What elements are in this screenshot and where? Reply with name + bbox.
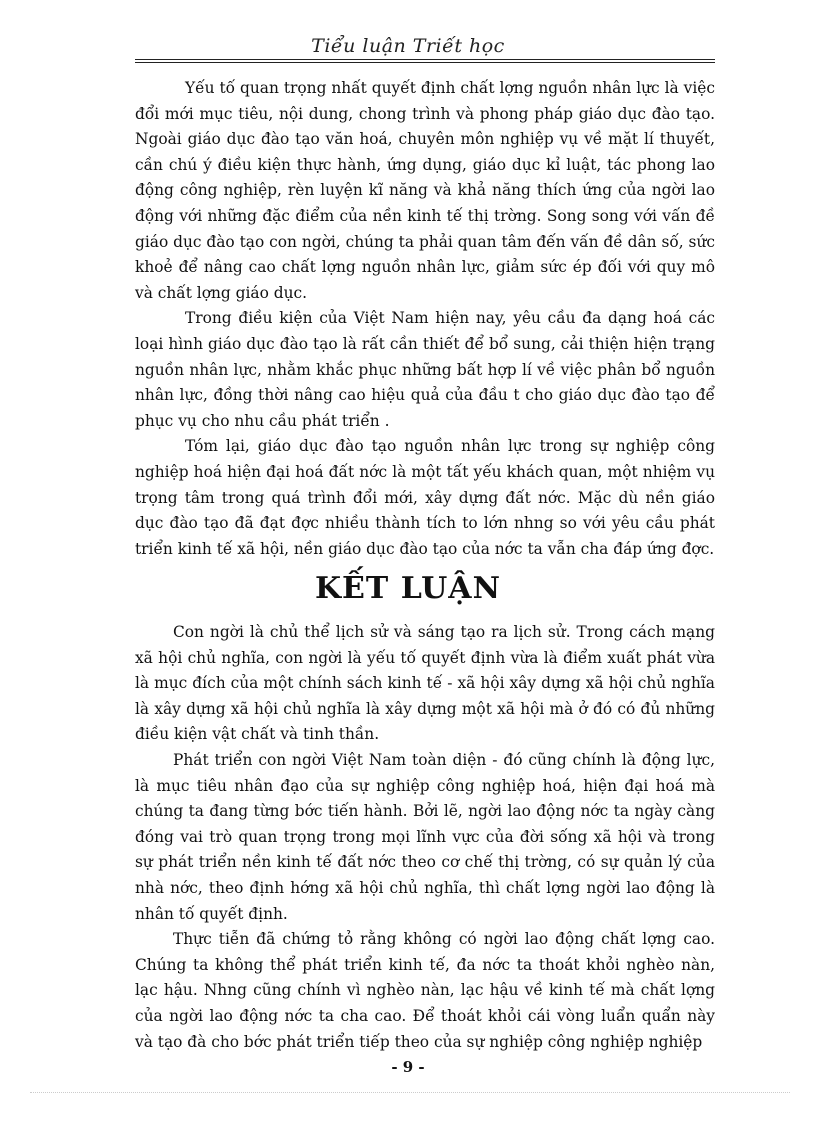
page-header-title: Tiểu luận Triết học (311, 35, 505, 57)
page-number: - 9 - (391, 1058, 425, 1076)
section-heading: KẾT LUẬN (314, 571, 502, 606)
body-section-2 (135, 620, 715, 1055)
footer-divider (30, 1092, 790, 1093)
paragraph: Tóm lại, giáo dục đào tạo nguồn nhân lực trong sự nghiệp công nghiệp hoá hiện đại hoá đất nớc là một tất yếu khách quan, một nhiệm vụ trọng tâm trong quá trình đổi mới, xây dựng đất nớc. Mặc dù nền giáo dục đào tạo đã đạt đợc nhiều thành tích to lớn nhng so với yêu cầu phát triển kinh tế xã hội, nền giáo dục đào tạo của nớc ta vẫn cha đáp ứng đợc. (135, 437, 715, 558)
paragraph: Con ngời là chủ thể lịch sử và sáng tạo ra lịch sử. Trong cách mạng xã hội chủ nghĩa, con ngời là yếu tố quyết định vừa là điểm xuất phát vừa là mục đích của một chính sách kinh tế - xã hội xây dựng xã hội chủ nghĩa là xây dựng xã hội chủ nghĩa là xây dựng một xã hội mà ở đó có đủ những điều kiện vật chất và tinh thần. (135, 623, 715, 744)
header-rule-top (135, 59, 715, 60)
paragraph: Yếu tố quan trọng nhất quyết định chất lợng nguồn nhân lực là việc đổi mới mục tiêu, nội dung, chong trình và phong pháp giáo dục đào tạo. Ngoài giáo dục đào tạo văn hoá, chuyên môn nghiệp vụ về mặt lí thuyết, cần chú ý điều kiện thực hành, ứng dụng, giáo dục kỉ luật, tác phong lao động công nghiệp, rèn luyện kĩ năng và khả năng thích ứng của ngời lao động với những đặc điểm của nền kinh tế thị trờng. Song song với vấn đề giáo dục đào tạo con ngời, chúng ta phải quan tâm đến vấn đề dân số, sức khoẻ để nâng cao chất lợng nguồn nhân lực, giảm sức ép đối với quy mô và chất lợng giáo dục. (135, 79, 715, 302)
paragraph: Phát triển con ngời Việt Nam toàn diện - đó cũng chính là động lực, là mục tiêu nhân đạo của sự nghiệp công nghiệp hoá, hiện đại hoá mà chúng ta đang từng bớc tiến hành. Bởi lẽ, ngời lao động nớc ta ngày càng đóng vai trò quan trọng trong mọi lĩnh vực của đời sống xã hội và trong sự phát triển nền kinh tế đất nớc theo cơ chế thị trờng, có sự quản lý của nhà nớc, theo định hớng xã hội chủ nghĩa, thì chất lợng ngời lao động là nhân tố quyết định. (135, 750, 715, 923)
header-rule-bottom (135, 62, 715, 63)
body-section-1 (135, 76, 715, 562)
paragraph: Thực tiễn đã chứng tỏ rằng không có ngời lao động chất lợng cao. Chúng ta không thể phát triển kinh tế, đa nớc ta thoát khỏi nghèo nàn, lạc hậu. Nhng cũng chính vì nghèo nàn, lạc hậu về kinh tế mà chất lợng của ngời lao động nớc ta cha cao. Để thoát khỏi cái vòng luẩn quẩn này và tạo đà cho bớc phát triển tiếp theo của sự nghiệp công nghiệp nghiệp (135, 930, 715, 1051)
paragraph: Trong điều kiện của Việt Nam hiện nay, yêu cầu đa dạng hoá các loại hình giáo dục đào tạo là rất cần thiết để bổ sung, cải thiện hiện trạng nguồn nhân lực, nhằm khắc phục những bất hợp lí về việc phân bổ nguồn nhân lực, đồng thời nâng cao hiệu quả của đầu t cho giáo dục đào tạo để phục vụ cho nhu cầu phát triển . (135, 309, 715, 430)
